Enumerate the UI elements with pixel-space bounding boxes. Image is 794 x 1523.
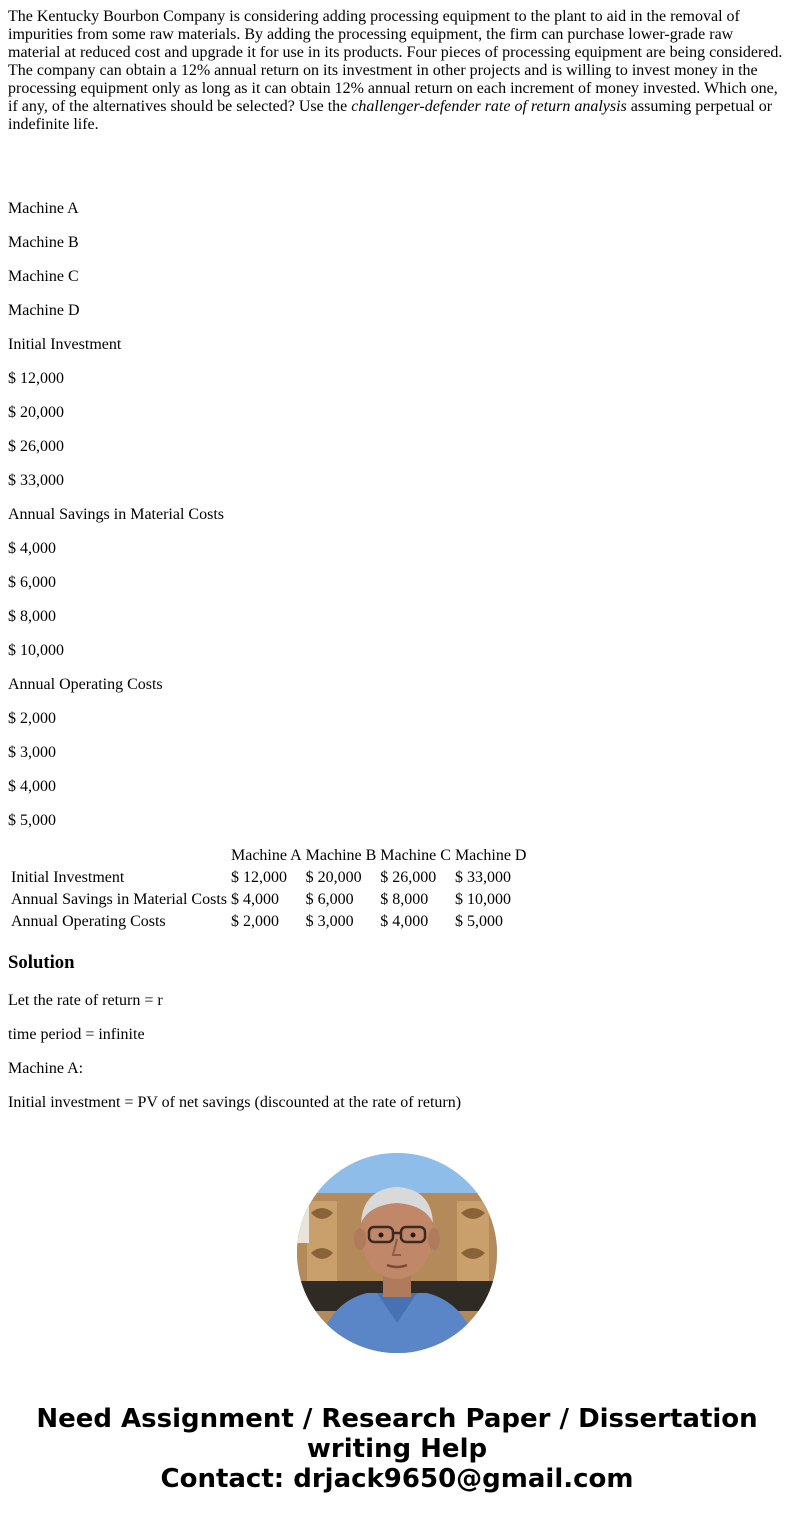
flat-list xyxy=(8,200,786,830)
flat-line-operating-costs: Annual Operating Costs xyxy=(8,676,163,693)
machines-table xyxy=(8,844,529,934)
table-row xyxy=(10,912,527,932)
table-cell: $ 26,000 xyxy=(380,869,437,886)
footer-contact: Contact: drjack9650@gmail.com xyxy=(160,1464,634,1494)
table-header-row xyxy=(10,846,527,866)
flat-line-machine-b: Machine B xyxy=(8,234,79,251)
table-cell: $ 3,000 xyxy=(305,913,354,930)
table-cell: $ 12,000 xyxy=(230,869,287,886)
problem-text-end: assuming perpetual or indefinite life. xyxy=(8,98,773,133)
solution-heading: Solution xyxy=(8,952,75,973)
problem-emphasis: challenger-defender rate of return analysis xyxy=(351,98,627,115)
flat-line-value: $ 4,000 xyxy=(8,778,56,795)
footer-banner xyxy=(0,1404,794,1494)
problem-text-start: The Kentucky Bourbon Company is considering adding processing equipment to the plant to aid in the removal of impurities from some raw materials. By adding the processing equipment, the firm can purchase lower-grade raw material at reduced cost and upgrade it for use in its products. Four pieces of processing equipment are being considered. The company can obtain a 12% annual return on its investment in other projects and is willing to invest money in the processing equipment only as long as it can obtain 12% annual return on each increment of money invested. Which one, if any, of the alternatives should be selected? Use the xyxy=(8,8,783,115)
flat-line-machine-c: Machine C xyxy=(8,268,79,285)
flat-line-value: $ 12,000 xyxy=(8,370,64,387)
table-cell: $ 4,000 xyxy=(230,891,279,908)
flat-line-machine-a: Machine A xyxy=(8,200,79,217)
table-header-cell xyxy=(10,846,228,866)
flat-line-value: $ 5,000 xyxy=(8,812,56,829)
flat-line-initial-investment: Initial Investment xyxy=(8,336,122,353)
solution-line: Initial investment = PV of net savings (discounted at the rate of return) xyxy=(8,1094,462,1111)
table-cell: $ 6,000 xyxy=(305,891,354,908)
table-header-cell: Machine C xyxy=(380,847,451,864)
flat-line-value: $ 26,000 xyxy=(8,438,64,455)
table-row xyxy=(10,890,527,910)
blank-space xyxy=(8,134,786,200)
flat-line-machine-d: Machine D xyxy=(8,302,80,319)
solution-line: Machine A: xyxy=(8,1060,84,1077)
avatar xyxy=(297,1153,497,1353)
table-cell: Annual Savings in Material Costs xyxy=(11,891,227,908)
footer-line: Need Assignment / Research Paper / Dissertation xyxy=(36,1404,758,1434)
table-header-cell: Machine B xyxy=(305,847,377,864)
table-cell: $ 2,000 xyxy=(230,913,279,930)
table-header-cell: Machine A xyxy=(230,847,302,864)
solution-body xyxy=(8,992,786,1112)
table-cell: $ 4,000 xyxy=(380,913,429,930)
solution-line: time period = infinite xyxy=(8,1026,145,1043)
table-cell: $ 33,000 xyxy=(454,869,511,886)
table-header-cell: Machine D xyxy=(454,847,527,864)
flat-line-value: $ 20,000 xyxy=(8,404,64,421)
solution-line: Let the rate of return = r xyxy=(8,992,163,1009)
flat-line-value: $ 8,000 xyxy=(8,608,56,625)
table-cell: Initial Investment xyxy=(11,869,125,886)
flat-line-annual-savings: Annual Savings in Material Costs xyxy=(8,506,224,523)
table-cell: Annual Operating Costs xyxy=(11,913,166,930)
table-cell: $ 10,000 xyxy=(454,891,511,908)
table-cell: $ 20,000 xyxy=(305,869,362,886)
problem-statement xyxy=(8,8,786,134)
table-cell: $ 8,000 xyxy=(380,891,429,908)
flat-line-value: $ 6,000 xyxy=(8,574,56,591)
flat-line-value: $ 4,000 xyxy=(8,540,56,557)
table-cell: $ 5,000 xyxy=(454,913,503,930)
flat-line-value: $ 3,000 xyxy=(8,744,56,761)
flat-line-value: $ 2,000 xyxy=(8,710,56,727)
flat-line-value: $ 10,000 xyxy=(8,642,64,659)
flat-line-value: $ 33,000 xyxy=(8,472,64,489)
person-portrait-icon xyxy=(297,1153,497,1353)
footer-line: writing Help xyxy=(306,1434,488,1464)
table-row xyxy=(10,868,527,888)
